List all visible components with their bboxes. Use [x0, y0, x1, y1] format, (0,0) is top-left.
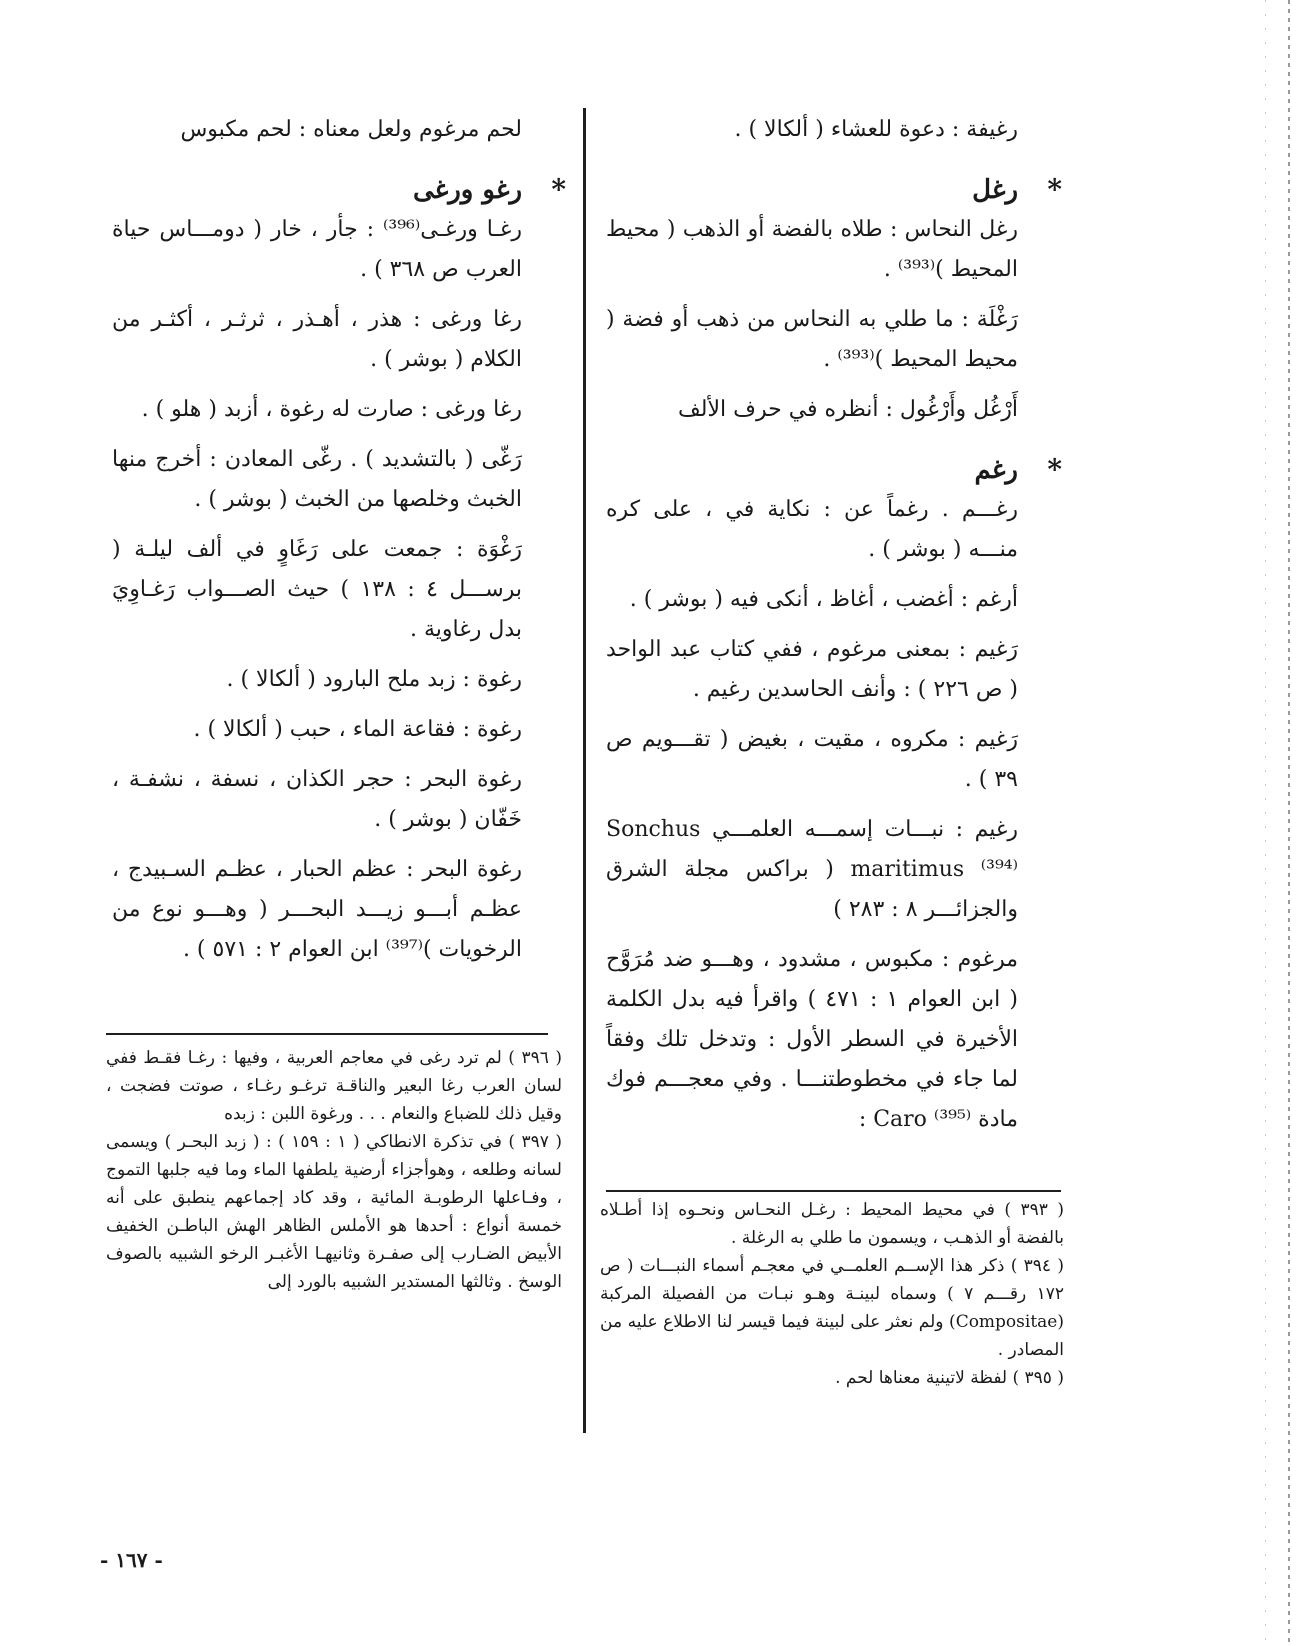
page-edge-dots	[1265, 0, 1266, 1646]
entry-raghla: رَغْلَة : ما طلي به النحاس من ذهب أو فضة ( محيط المحيط )⁽³⁹³⁾ .	[606, 307, 1018, 372]
footnote-394: ( ٣٩٤ ) ذكر هذا الإســم العلمــي في معجـم أسماء النبـــات ( ص ١٧٢ رقـــم ٧ ) وسماه لبينـة وهـو نبـات من الفصيلة المركبة (Compositae) ولم نعثر على لبينة فيما قيسر لنا الاطلاع عليه من المصادر .	[600, 1256, 1064, 1360]
footnote-divider-right	[606, 1190, 1061, 1192]
heading-text: رغم	[974, 455, 1018, 485]
star-icon: *	[551, 173, 566, 206]
entry-raghwa-2: رغوة : زبد ملح البارود ( ألكالا ) .	[226, 667, 522, 692]
entry-ragha-2: رغا ورغى : هذر ، أهـذر ، ثرثـر ، أكثـر من الكلام ( بوشر ) .	[112, 307, 522, 372]
entry-raghwa-3: رغوة : فقاعة الماء ، حبب ( ألكالا ) .	[193, 717, 522, 742]
footnotes-left	[106, 1044, 562, 1296]
entry-raghim-3: رغيم : نبـــات إسمـــه العلمـــي Sonchus maritimus ⁽³⁹⁴⁾ ( براكس مجلة الشرق والجزائـــر ٨ : ٢٨٣ )	[606, 817, 1018, 922]
entry-ragha-3: رغا ورغى : صارت له رغوة ، أزبد ( هلو ) .	[141, 397, 522, 422]
right-column	[606, 110, 1062, 1150]
footnotes-right	[600, 1196, 1064, 1392]
page-edge-shadow	[1288, 0, 1290, 1646]
heading-raghw	[112, 170, 566, 210]
entry-marghum: مرغوم : مكبوس ، مشدود ، وهـــو ضد مُرَوَّح ( ابن العوام ١ : ٤٧١ ) واقرأ فيه بدل الكلمة الأخيرة في السطر الأول : وتدخل تلك وفقاً لما جاء في مخطوطتنـــا . وفي معجـــم فوك مادة Caro ⁽³⁹⁵⁾ :	[606, 947, 1018, 1132]
footnote-396: ( ٣٩٦ ) لم ترد رغى في معاجم العربية ، وفيها : رغـا فقـط ففي لسان العرب رغا البعير والناقـة ترغـو رغـاء ، صوتت فضجت ، وقيل ذلك للضباع والنعام . . . ورغوة اللبن : زبده	[106, 1048, 562, 1124]
entry-raghim-1: رَغيم : بمعنى مرغوم ، ففي كتاب عبد الواحد ( ص ٢٢٦ ) : وأنف الحاسدين رغيم .	[606, 637, 1018, 702]
heading-raghal	[606, 170, 1062, 210]
footnote-395: ( ٣٩٥ ) لفظة لاتينية معناها لحم .	[835, 1368, 1064, 1388]
heading-raghm	[606, 450, 1062, 490]
entry-raghifa: رغيفة : دعوة للعشاء ( ألكالا ) .	[734, 117, 1018, 142]
column-divider	[583, 108, 586, 1433]
entry-raghim-2: رَغيم : مكروه ، مقيت ، بغيض ( تقـــويم ص ٣٩ ) .	[606, 727, 1018, 792]
entry-raghwa-1: رَغْوَة : جمعت على رَغَاوٍ في ألف ليلـة ( برســـل ٤ : ١٣٨ ) حيث الصـــواب رَغـاوِيَ بدل رغاوية .	[112, 537, 523, 642]
left-column	[112, 110, 566, 980]
footnote-divider-left	[106, 1033, 548, 1035]
entry-arghul: أَرْغُل وأَرْغُول : أنظره في حرف الألف	[678, 397, 1018, 422]
entry-lahm-marghum: لحم مرغوم ولعل معناه : لحم مكبوس	[180, 117, 522, 142]
entry-raghm: رغـــم . رغماً عن : نكاية في ، على كره منـــه ( بوشر ) .	[606, 497, 1018, 562]
page-number: - ١٦٧ -	[100, 1548, 163, 1572]
entry-ragha-1: رغـا ورغـى⁽³⁹⁶⁾ : جأر ، خار ( دومـــاس حياة العرب ص ٣٦٨ ) .	[112, 217, 522, 282]
entry-arghama: أرغم : أغضب ، أغاظ ، أنكى فيه ( بوشر ) .	[629, 587, 1018, 612]
star-icon: *	[1047, 453, 1062, 486]
heading-text: رغو ورغى	[412, 175, 522, 205]
entry-raghwat-bahr-1: رغوة البحر : حجر الكذان ، نسفة ، نشفـة ، خَفّان ( بوشر ) .	[112, 767, 522, 832]
footnote-397: ( ٣٩٧ ) في تذكرة الانطاكي ( ١ : ١٥٩ ) : ( زبد البحـر ) ويسمى لسانه وطلعه ، وهوأجزاء أرضية يلطفها الماء وما فيه جلبها التموج ، وفـاعلها الرطوبـة المائية ، وقد كاد إجماعهم ينطبق على أنه خمسة أنواع : أحدها هو الأملس الظاهر الهش الباطـن الخفيف الأبيض الضـارب إلى صفـرة وثانيهـا الأغبـر الرخو الشبيه بالصوف الوسخ . وثالثها المستدير الشبيه بالورد إلى	[106, 1132, 562, 1292]
entry-raghwat-bahr-2: رغوة البحر : عظم الحبار ، عظـم السـبيدج ، عظـم أبـــو زيـــد البحـــر ( وهـــو نوع من الرخويات )⁽³⁹⁷⁾ ابن العوام ٢ : ٥٧١ ) .	[112, 857, 522, 962]
entry-raghal-nahas: رغل النحاس : طلاه بالفضة أو الذهب ( محيط المحيط )⁽³⁹³⁾ .	[606, 217, 1018, 282]
entry-ragha-tashdid: رَغّى ( بالتشديد ) . رغّى المعادن : أخرج منها الخبث وخلصها من الخبث ( بوشر ) .	[112, 447, 522, 512]
footnote-393: ( ٣٩٣ ) في محيط المحيط : رغـل النحـاس ونحـوه إذا أطـلاه بالفضة أو الذهـب ، ويسمون ما طلي به الرغلة .	[600, 1200, 1064, 1248]
star-icon: *	[1047, 173, 1062, 206]
heading-text: رغل	[972, 175, 1018, 205]
